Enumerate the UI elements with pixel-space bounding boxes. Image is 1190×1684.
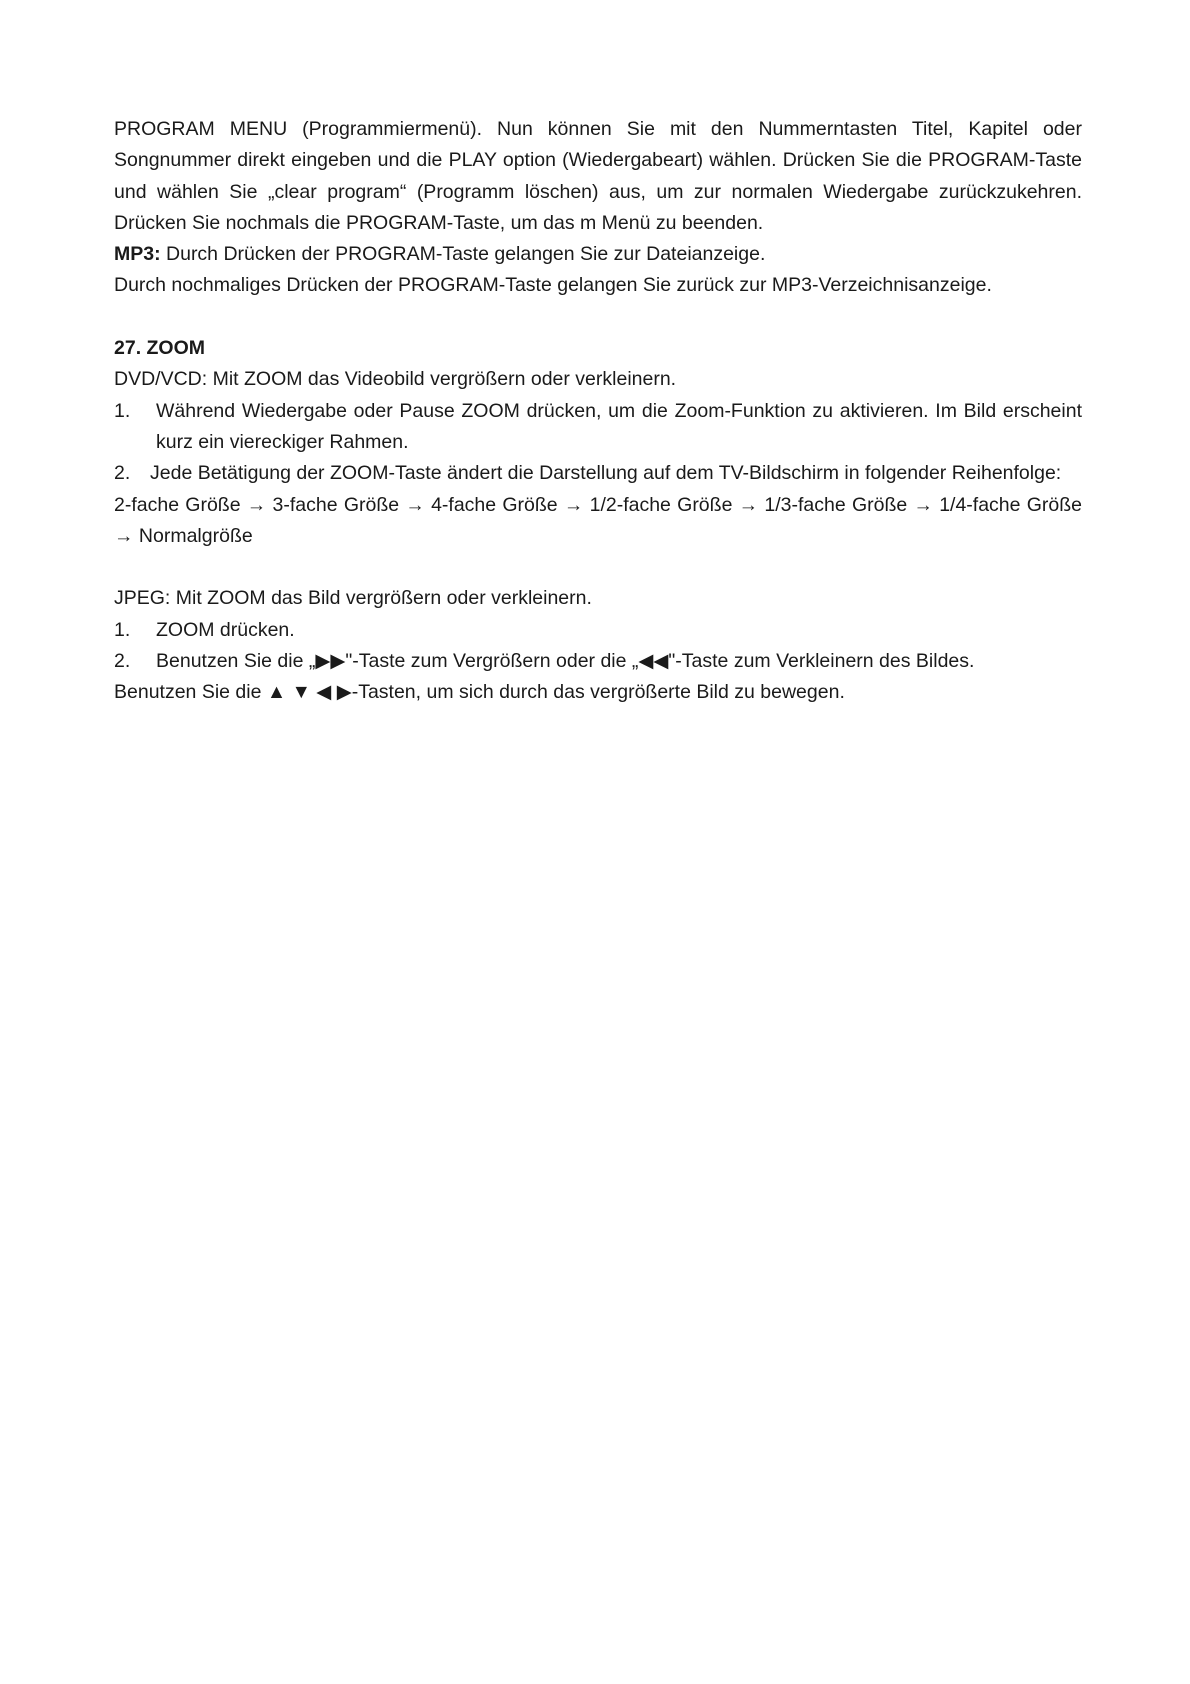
- dvd-vcd-intro: DVD/VCD: Mit ZOOM das Videobild vergrößern oder verkleinern.: [114, 368, 677, 391]
- jpeg-step-1: [114, 615, 1082, 646]
- mp3-label: MP3:: [114, 243, 161, 266]
- mp3-paragraph: [114, 239, 1082, 270]
- step-number: 2.: [114, 462, 131, 485]
- mp3-second-line: Durch nochmaliges Drücken der PROGRAM-Taste gelangen Sie zurück zur MP3-Verzeichnisanzeige.: [114, 274, 992, 297]
- step-text: ZOOM drücken.: [156, 618, 295, 641]
- step-text: Benutzen Sie die „▶▶"-Taste zum Vergrößern oder die „◀◀"-Taste zum Verkleinern des Bildes.: [156, 650, 975, 673]
- dvd-step-1: [114, 396, 1082, 459]
- dvd-step-2: [114, 458, 1082, 489]
- step-number: 1.: [114, 399, 131, 422]
- step-number: 1.: [114, 618, 131, 641]
- step-text: Jede Betätigung der ZOOM-Taste ändert die Darstellung auf dem TV-Bildschirm in folgender Reihenfolge:: [150, 462, 1062, 485]
- jpeg-intro: JPEG: Mit ZOOM das Bild vergrößern oder verkleinern.: [114, 587, 592, 610]
- step-number: 2.: [114, 650, 131, 673]
- mp3-text: Durch Drücken der PROGRAM-Taste gelangen Sie zur Dateianzeige.: [160, 243, 766, 266]
- program-menu-paragraph: PROGRAM MENU (Programmiermenü). Nun können Sie mit den Nummerntasten Titel, Kapitel oder Songnummer direkt eingeben und die PLAY option (Wiedergabeart) wählen. Drücken Sie die PROGRAM-Taste und wählen Sie „clear program“ (Programm löschen) aus, um zur normalen Wiedergabe zurückzukehren. Drücken Sie nochmals die PROGRAM-Taste, um das m Menü zu beenden.: [114, 118, 1082, 234]
- spacer: [114, 302, 1082, 333]
- step-text: Während Wiedergabe oder Pause ZOOM drücken, um die Zoom-Funktion zu aktivieren. Im Bild erscheint kurz ein viereckiger Rahmen.: [156, 399, 1082, 453]
- jpeg-step-2: [114, 646, 1082, 677]
- spacer: [114, 552, 1082, 583]
- section-heading-zoom: 27. ZOOM: [114, 337, 206, 360]
- zoom-sequence: 2-fache Größe → 3-fache Größe → 4-fache Größe → 1/2-fache Größe → 1/3-fache Größe → 1/4-fache Größe → Normalgröße: [114, 493, 1082, 547]
- document-page: [114, 114, 1082, 709]
- navigate-instruction: Benutzen Sie die ▲ ▼ ◀ ▶-Tasten, um sich durch das vergrößerte Bild zu bewegen.: [114, 681, 845, 704]
